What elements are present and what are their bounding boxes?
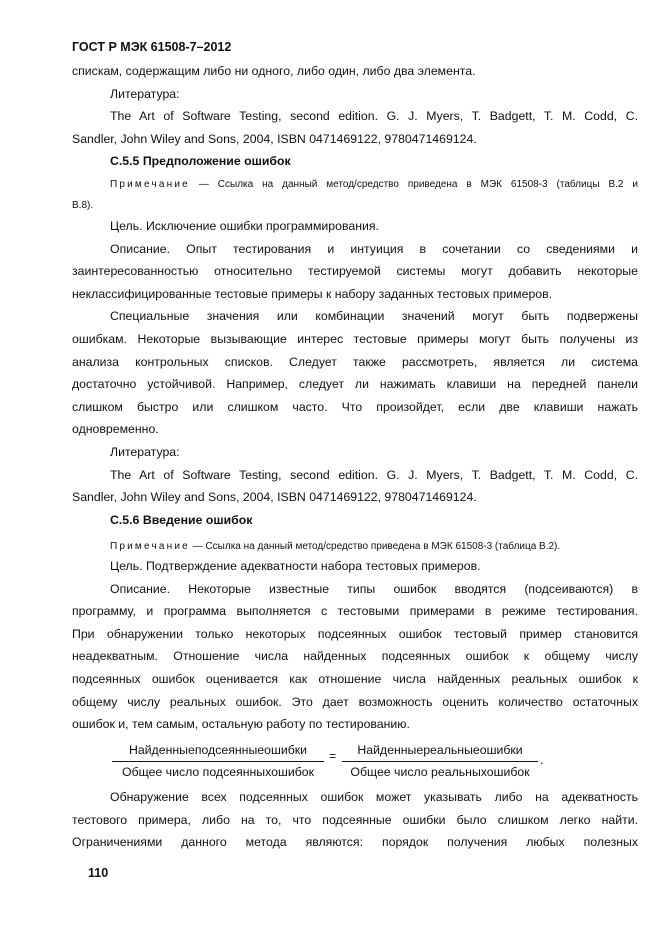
literature-label: Литература: bbox=[110, 86, 180, 101]
right-numerator: Найденныереальныеошибки bbox=[357, 743, 523, 757]
ratio-formula bbox=[112, 739, 552, 785]
literature-ref-line: Sandler, John Wiley and Sons, 2004, ISBN 0471469122, 9780471469124. bbox=[72, 490, 477, 505]
note-line: Примечание — Ссылка на данный метод/средство приведена в МЭК 61508-3 (таблицы В.2 и bbox=[110, 179, 638, 190]
note-block-1 bbox=[72, 175, 638, 216]
paragraph-line: Ограничениями данного метода являются: порядок получения любых полезных bbox=[72, 835, 638, 850]
paragraph-line: спискам, содержащим либо ни одного, либо один, либо два элемента. bbox=[72, 64, 476, 78]
paragraph-line: слишком быстро или слишком часто. Что произойдет, если две клавиши нажать bbox=[72, 399, 638, 414]
paragraph-line: программу, и программа выполняется с тестовыми примерами в режиме тестирования. bbox=[72, 604, 638, 619]
text-block-4 bbox=[72, 786, 638, 854]
text-block-1 bbox=[72, 60, 638, 173]
paragraph-line: неклассифицированные тестовые примеры к набору заданных тестовых примеров. bbox=[72, 286, 553, 301]
section-heading-c56 bbox=[72, 509, 638, 532]
literature-ref-line: The Art of Software Testing, second edition. G. J. Myers, T. Badgett, T. M. Codd, C. bbox=[110, 467, 638, 482]
text-block-2 bbox=[72, 215, 638, 531]
paragraph-line: анализа контрольных списков. Следует также рассмотреть, является ли система bbox=[72, 354, 638, 369]
section-title: Введение ошибок bbox=[142, 512, 253, 527]
paragraph-line: достаточно устойчивой. Например, следует ли нажимать клавиши на передней панели bbox=[72, 377, 638, 392]
right-denominator: Общее число реальныхошибок bbox=[350, 765, 530, 779]
literature-ref-line: Sandler, John Wiley and Sons, 2004, ISBN 0471469122, 9780471469124. bbox=[72, 131, 477, 146]
literature-ref-line: The Art of Software Testing, second edition. G. J. Myers, T. Badgett, T. M. Codd, C. bbox=[110, 109, 638, 124]
literature-label: Литература: bbox=[110, 444, 180, 459]
paragraph-line: тестового примера, либо на то, что подсеянные ошибки было слишком легко найти. bbox=[72, 812, 638, 827]
paragraph-line: При обнаружении только некоторых подсеянных ошибок тестовый пример становится bbox=[72, 626, 638, 641]
formula-period: . bbox=[540, 753, 544, 767]
section-title: Предположение ошибок bbox=[142, 154, 291, 169]
section-heading-c55 bbox=[72, 150, 638, 173]
page-number: 110 bbox=[88, 866, 109, 880]
section-number: С.5.5 bbox=[110, 154, 140, 169]
note-line: В.8). bbox=[72, 199, 94, 211]
goal-line: Цель. Исключение ошибки программирования. bbox=[110, 219, 379, 233]
text-block-3 bbox=[72, 555, 638, 736]
paragraph-line: Описание. Некоторые известные типы ошибок вводятся (подсеиваются) в bbox=[110, 581, 638, 596]
note-label: Примечание bbox=[110, 541, 190, 552]
paragraph-line: заинтересованностью относительно тестируемой системы могут добавить некоторые bbox=[72, 264, 638, 279]
paragraph-line: общему числу реальных ошибок. Это дает возможность оценить количество остаточных bbox=[72, 694, 638, 709]
left-denominator: Общее число подсеянныхошибок bbox=[122, 765, 314, 779]
goal-line: Цель. Подтверждение адекватности набора тестовых примеров. bbox=[110, 559, 481, 573]
section-number: С.5.6 bbox=[110, 512, 140, 527]
paragraph-line: одновременно. bbox=[72, 422, 159, 437]
right-fraction bbox=[342, 739, 538, 782]
note-line: Примечание — Ссылка на данный метод/средство приведена в МЭК 61508-3 (таблица В.2). bbox=[110, 541, 561, 552]
paragraph-line: ошибок и, тем самым, остальную работу по тестированию. bbox=[72, 717, 410, 732]
paragraph-line: подсеянных ошибок оценивается как отношение числа найденных реальных ошибок к bbox=[72, 671, 638, 686]
running-header: ГОСТ Р МЭК 61508-7–2012 bbox=[72, 40, 232, 54]
paragraph-line: Обнаружение всех подсеянных ошибок может указывать либо на адекватность bbox=[110, 790, 638, 804]
left-numerator: Найденныеподсеянныеошибки bbox=[128, 743, 308, 757]
left-fraction bbox=[112, 739, 324, 782]
equals-sign: = bbox=[329, 749, 337, 763]
paragraph-line: Описание. Опыт тестирования и интуиция в сочетании со сведениями и bbox=[110, 241, 638, 256]
paragraph-line: ошибкам. Некоторые вызывающие интерес тестовые примеры могут быть получены из bbox=[72, 331, 638, 346]
paragraph-line: Специальные значения или комбинации значений могут быть подвержены bbox=[110, 309, 638, 324]
paragraph-line: неадекватным. Отношение числа найденных подсеянных ошибок к общему числу bbox=[72, 649, 638, 664]
note-label: Примечание bbox=[110, 179, 190, 190]
